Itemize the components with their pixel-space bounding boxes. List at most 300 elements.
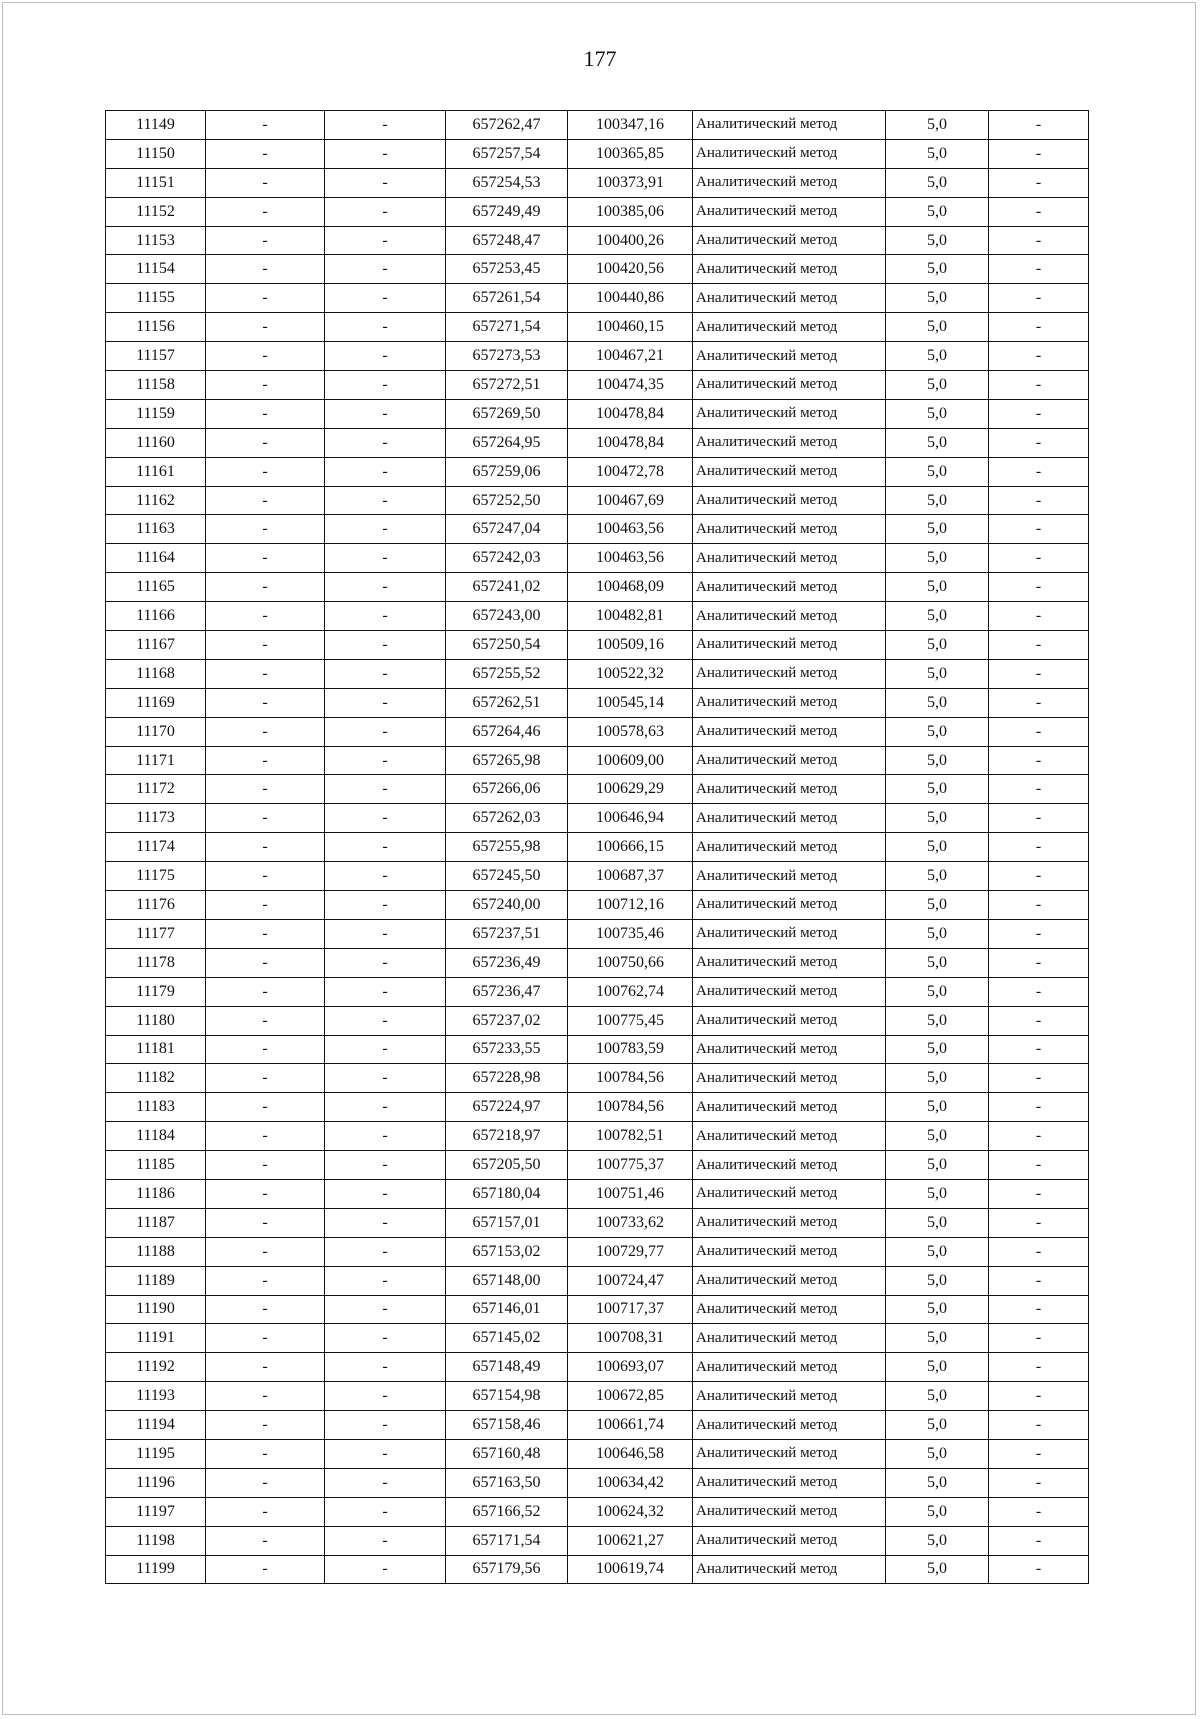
col2-cell: - [206, 891, 325, 920]
y-coordinate-cell: 100474,35 [568, 371, 693, 400]
x-coordinate-cell: 657171,54 [446, 1526, 568, 1555]
table-row [106, 977, 1089, 1006]
method-cell: Аналитический метод [693, 1324, 886, 1353]
x-coordinate-cell: 657241,02 [446, 573, 568, 602]
col8-cell: - [989, 746, 1089, 775]
accuracy-cell: 5,0 [886, 833, 989, 862]
y-coordinate-cell: 100482,81 [568, 602, 693, 631]
col3-cell: - [325, 1122, 446, 1151]
col3-cell: - [325, 168, 446, 197]
x-coordinate-cell: 657259,06 [446, 457, 568, 486]
accuracy-cell: 5,0 [886, 862, 989, 891]
col8-cell: - [989, 515, 1089, 544]
method-cell: Аналитический метод [693, 775, 886, 804]
y-coordinate-cell: 100733,62 [568, 1208, 693, 1237]
table-row [106, 804, 1089, 833]
accuracy-cell: 5,0 [886, 544, 989, 573]
method-cell: Аналитический метод [693, 1295, 886, 1324]
x-coordinate-cell: 657163,50 [446, 1468, 568, 1497]
x-coordinate-cell: 657243,00 [446, 602, 568, 631]
accuracy-cell: 5,0 [886, 371, 989, 400]
col2-cell: - [206, 948, 325, 977]
table-row [106, 1526, 1089, 1555]
point-number-cell: 11196 [106, 1468, 206, 1497]
col3-cell: - [325, 544, 446, 573]
table-row [106, 746, 1089, 775]
y-coordinate-cell: 100478,84 [568, 428, 693, 457]
method-cell: Аналитический метод [693, 1208, 886, 1237]
point-number-cell: 11152 [106, 197, 206, 226]
x-coordinate-cell: 657257,54 [446, 139, 568, 168]
y-coordinate-cell: 100467,21 [568, 342, 693, 371]
method-cell: Аналитический метод [693, 862, 886, 891]
method-cell: Аналитический метод [693, 1468, 886, 1497]
y-coordinate-cell: 100522,32 [568, 659, 693, 688]
col2-cell: - [206, 1237, 325, 1266]
point-number-cell: 11176 [106, 891, 206, 920]
method-cell: Аналитический метод [693, 919, 886, 948]
col2-cell: - [206, 197, 325, 226]
col8-cell: - [989, 1064, 1089, 1093]
method-cell: Аналитический метод [693, 371, 886, 400]
table-row [106, 688, 1089, 717]
col3-cell: - [325, 688, 446, 717]
col3-cell: - [325, 659, 446, 688]
accuracy-cell: 5,0 [886, 457, 989, 486]
x-coordinate-cell: 657228,98 [446, 1064, 568, 1093]
accuracy-cell: 5,0 [886, 342, 989, 371]
col8-cell: - [989, 1468, 1089, 1497]
col3-cell: - [325, 1006, 446, 1035]
method-cell: Аналитический метод [693, 573, 886, 602]
y-coordinate-cell: 100365,85 [568, 139, 693, 168]
col2-cell: - [206, 284, 325, 313]
col3-cell: - [325, 602, 446, 631]
y-coordinate-cell: 100400,26 [568, 226, 693, 255]
col8-cell: - [989, 977, 1089, 1006]
y-coordinate-cell: 100509,16 [568, 631, 693, 660]
point-number-cell: 11151 [106, 168, 206, 197]
col8-cell: - [989, 255, 1089, 284]
point-number-cell: 11181 [106, 1035, 206, 1064]
accuracy-cell: 5,0 [886, 775, 989, 804]
point-number-cell: 11160 [106, 428, 206, 457]
accuracy-cell: 5,0 [886, 1295, 989, 1324]
x-coordinate-cell: 657249,49 [446, 197, 568, 226]
x-coordinate-cell: 657264,95 [446, 428, 568, 457]
col3-cell: - [325, 1179, 446, 1208]
table-row [106, 1439, 1089, 1468]
accuracy-cell: 5,0 [886, 573, 989, 602]
col8-cell: - [989, 919, 1089, 948]
table-row [106, 919, 1089, 948]
x-coordinate-cell: 657236,47 [446, 977, 568, 1006]
col8-cell: - [989, 111, 1089, 140]
method-cell: Аналитический метод [693, 1006, 886, 1035]
y-coordinate-cell: 100463,56 [568, 515, 693, 544]
col2-cell: - [206, 1526, 325, 1555]
col8-cell: - [989, 948, 1089, 977]
x-coordinate-cell: 657237,51 [446, 919, 568, 948]
col2-cell: - [206, 1151, 325, 1180]
col8-cell: - [989, 804, 1089, 833]
col2-cell: - [206, 1093, 325, 1122]
method-cell: Аналитический метод [693, 1093, 886, 1122]
accuracy-cell: 5,0 [886, 197, 989, 226]
col3-cell: - [325, 775, 446, 804]
point-number-cell: 11189 [106, 1266, 206, 1295]
col3-cell: - [325, 457, 446, 486]
accuracy-cell: 5,0 [886, 602, 989, 631]
col8-cell: - [989, 428, 1089, 457]
x-coordinate-cell: 657153,02 [446, 1237, 568, 1266]
col2-cell: - [206, 919, 325, 948]
table-row [106, 1035, 1089, 1064]
x-coordinate-cell: 657261,54 [446, 284, 568, 313]
col2-cell: - [206, 717, 325, 746]
method-cell: Аналитический метод [693, 1151, 886, 1180]
x-coordinate-cell: 657255,98 [446, 833, 568, 862]
point-number-cell: 11149 [106, 111, 206, 140]
y-coordinate-cell: 100347,16 [568, 111, 693, 140]
point-number-cell: 11162 [106, 486, 206, 515]
accuracy-cell: 5,0 [886, 688, 989, 717]
col3-cell: - [325, 486, 446, 515]
accuracy-cell: 5,0 [886, 919, 989, 948]
method-cell: Аналитический метод [693, 226, 886, 255]
y-coordinate-cell: 100420,56 [568, 255, 693, 284]
point-number-cell: 11153 [106, 226, 206, 255]
point-number-cell: 11197 [106, 1497, 206, 1526]
method-cell: Аналитический метод [693, 1353, 886, 1382]
col3-cell: - [325, 515, 446, 544]
point-number-cell: 11164 [106, 544, 206, 573]
method-cell: Аналитический метод [693, 486, 886, 515]
col8-cell: - [989, 1411, 1089, 1440]
col2-cell: - [206, 399, 325, 428]
x-coordinate-cell: 657240,00 [446, 891, 568, 920]
y-coordinate-cell: 100783,59 [568, 1035, 693, 1064]
point-number-cell: 11198 [106, 1526, 206, 1555]
y-coordinate-cell: 100672,85 [568, 1382, 693, 1411]
method-cell: Аналитический метод [693, 948, 886, 977]
method-cell: Аналитический метод [693, 891, 886, 920]
accuracy-cell: 5,0 [886, 1093, 989, 1122]
col3-cell: - [325, 197, 446, 226]
point-number-cell: 11158 [106, 371, 206, 400]
accuracy-cell: 5,0 [886, 1555, 989, 1584]
col3-cell: - [325, 862, 446, 891]
point-number-cell: 11193 [106, 1382, 206, 1411]
table-row [106, 313, 1089, 342]
table-row [106, 1468, 1089, 1497]
col3-cell: - [325, 1208, 446, 1237]
method-cell: Аналитический метод [693, 1382, 886, 1411]
point-number-cell: 11157 [106, 342, 206, 371]
col2-cell: - [206, 544, 325, 573]
point-number-cell: 11191 [106, 1324, 206, 1353]
accuracy-cell: 5,0 [886, 1151, 989, 1180]
col2-cell: - [206, 1295, 325, 1324]
col2-cell: - [206, 428, 325, 457]
method-cell: Аналитический метод [693, 428, 886, 457]
col2-cell: - [206, 602, 325, 631]
method-cell: Аналитический метод [693, 515, 886, 544]
col3-cell: - [325, 428, 446, 457]
col3-cell: - [325, 342, 446, 371]
col8-cell: - [989, 862, 1089, 891]
col8-cell: - [989, 891, 1089, 920]
y-coordinate-cell: 100634,42 [568, 1468, 693, 1497]
col3-cell: - [325, 1353, 446, 1382]
method-cell: Аналитический метод [693, 804, 886, 833]
point-number-cell: 11177 [106, 919, 206, 948]
col8-cell: - [989, 1526, 1089, 1555]
point-number-cell: 11170 [106, 717, 206, 746]
method-cell: Аналитический метод [693, 977, 886, 1006]
x-coordinate-cell: 657157,01 [446, 1208, 568, 1237]
table-row [106, 1151, 1089, 1180]
x-coordinate-cell: 657271,54 [446, 313, 568, 342]
col8-cell: - [989, 399, 1089, 428]
table-row [106, 255, 1089, 284]
x-coordinate-cell: 657262,03 [446, 804, 568, 833]
point-number-cell: 11184 [106, 1122, 206, 1151]
accuracy-cell: 5,0 [886, 111, 989, 140]
y-coordinate-cell: 100666,15 [568, 833, 693, 862]
table-body [106, 111, 1089, 1584]
col8-cell: - [989, 1295, 1089, 1324]
col3-cell: - [325, 1555, 446, 1584]
y-coordinate-cell: 100775,37 [568, 1151, 693, 1180]
col2-cell: - [206, 139, 325, 168]
col3-cell: - [325, 371, 446, 400]
col3-cell: - [325, 891, 446, 920]
col3-cell: - [325, 833, 446, 862]
x-coordinate-cell: 657158,46 [446, 1411, 568, 1440]
method-cell: Аналитический метод [693, 168, 886, 197]
y-coordinate-cell: 100478,84 [568, 399, 693, 428]
col3-cell: - [325, 948, 446, 977]
method-cell: Аналитический метод [693, 833, 886, 862]
table-row [106, 197, 1089, 226]
col8-cell: - [989, 1237, 1089, 1266]
col2-cell: - [206, 1382, 325, 1411]
point-number-cell: 11199 [106, 1555, 206, 1584]
method-cell: Аналитический метод [693, 139, 886, 168]
x-coordinate-cell: 657250,54 [446, 631, 568, 660]
point-number-cell: 11190 [106, 1295, 206, 1324]
col8-cell: - [989, 1439, 1089, 1468]
col8-cell: - [989, 1208, 1089, 1237]
table-row [106, 862, 1089, 891]
point-number-cell: 11154 [106, 255, 206, 284]
x-coordinate-cell: 657264,46 [446, 717, 568, 746]
y-coordinate-cell: 100440,86 [568, 284, 693, 313]
accuracy-cell: 5,0 [886, 1006, 989, 1035]
table-row [106, 573, 1089, 602]
method-cell: Аналитический метод [693, 602, 886, 631]
table-row [106, 833, 1089, 862]
col2-cell: - [206, 1324, 325, 1353]
col3-cell: - [325, 1295, 446, 1324]
accuracy-cell: 5,0 [886, 1179, 989, 1208]
accuracy-cell: 5,0 [886, 1468, 989, 1497]
col3-cell: - [325, 111, 446, 140]
method-cell: Аналитический метод [693, 688, 886, 717]
y-coordinate-cell: 100545,14 [568, 688, 693, 717]
col3-cell: - [325, 977, 446, 1006]
col3-cell: - [325, 1497, 446, 1526]
table-row [106, 371, 1089, 400]
accuracy-cell: 5,0 [886, 804, 989, 833]
table-row [106, 1006, 1089, 1035]
col8-cell: - [989, 1093, 1089, 1122]
x-coordinate-cell: 657265,98 [446, 746, 568, 775]
table-row [106, 111, 1089, 140]
col8-cell: - [989, 342, 1089, 371]
accuracy-cell: 5,0 [886, 659, 989, 688]
col3-cell: - [325, 313, 446, 342]
col2-cell: - [206, 457, 325, 486]
col2-cell: - [206, 342, 325, 371]
method-cell: Аналитический метод [693, 1411, 886, 1440]
y-coordinate-cell: 100687,37 [568, 862, 693, 891]
point-number-cell: 11173 [106, 804, 206, 833]
x-coordinate-cell: 657248,47 [446, 226, 568, 255]
col8-cell: - [989, 1266, 1089, 1295]
table-row [106, 428, 1089, 457]
col3-cell: - [325, 1468, 446, 1497]
accuracy-cell: 5,0 [886, 428, 989, 457]
accuracy-cell: 5,0 [886, 891, 989, 920]
col3-cell: - [325, 573, 446, 602]
point-number-cell: 11159 [106, 399, 206, 428]
col8-cell: - [989, 659, 1089, 688]
x-coordinate-cell: 657266,06 [446, 775, 568, 804]
table-row [106, 1208, 1089, 1237]
point-number-cell: 11185 [106, 1151, 206, 1180]
col2-cell: - [206, 1468, 325, 1497]
accuracy-cell: 5,0 [886, 1122, 989, 1151]
col3-cell: - [325, 1382, 446, 1411]
col8-cell: - [989, 1382, 1089, 1411]
col2-cell: - [206, 1064, 325, 1093]
table-row [106, 948, 1089, 977]
col8-cell: - [989, 631, 1089, 660]
col8-cell: - [989, 457, 1089, 486]
col8-cell: - [989, 602, 1089, 631]
method-cell: Аналитический метод [693, 342, 886, 371]
col2-cell: - [206, 977, 325, 1006]
x-coordinate-cell: 657145,02 [446, 1324, 568, 1353]
col3-cell: - [325, 1035, 446, 1064]
method-cell: Аналитический метод [693, 1122, 886, 1151]
table-row [106, 226, 1089, 255]
table-row [106, 1237, 1089, 1266]
col2-cell: - [206, 1006, 325, 1035]
col2-cell: - [206, 1411, 325, 1440]
coordinates-table [105, 110, 1089, 1584]
col3-cell: - [325, 804, 446, 833]
x-coordinate-cell: 657148,49 [446, 1353, 568, 1382]
point-number-cell: 11165 [106, 573, 206, 602]
col2-cell: - [206, 1555, 325, 1584]
col3-cell: - [325, 284, 446, 313]
y-coordinate-cell: 100708,31 [568, 1324, 693, 1353]
col2-cell: - [206, 168, 325, 197]
point-number-cell: 11182 [106, 1064, 206, 1093]
y-coordinate-cell: 100468,09 [568, 573, 693, 602]
table-row [106, 1382, 1089, 1411]
col3-cell: - [325, 1151, 446, 1180]
y-coordinate-cell: 100717,37 [568, 1295, 693, 1324]
table-row [106, 168, 1089, 197]
accuracy-cell: 5,0 [886, 226, 989, 255]
accuracy-cell: 5,0 [886, 1439, 989, 1468]
y-coordinate-cell: 100629,29 [568, 775, 693, 804]
point-number-cell: 11175 [106, 862, 206, 891]
y-coordinate-cell: 100712,16 [568, 891, 693, 920]
method-cell: Аналитический метод [693, 1497, 886, 1526]
accuracy-cell: 5,0 [886, 1208, 989, 1237]
point-number-cell: 11186 [106, 1179, 206, 1208]
x-coordinate-cell: 657154,98 [446, 1382, 568, 1411]
accuracy-cell: 5,0 [886, 1353, 989, 1382]
col8-cell: - [989, 717, 1089, 746]
method-cell: Аналитический метод [693, 746, 886, 775]
accuracy-cell: 5,0 [886, 1411, 989, 1440]
method-cell: Аналитический метод [693, 1064, 886, 1093]
y-coordinate-cell: 100373,91 [568, 168, 693, 197]
x-coordinate-cell: 657252,50 [446, 486, 568, 515]
point-number-cell: 11156 [106, 313, 206, 342]
col2-cell: - [206, 833, 325, 862]
method-cell: Аналитический метод [693, 197, 886, 226]
table-row [106, 717, 1089, 746]
col8-cell: - [989, 1035, 1089, 1064]
accuracy-cell: 5,0 [886, 717, 989, 746]
table-row [106, 399, 1089, 428]
point-number-cell: 11195 [106, 1439, 206, 1468]
accuracy-cell: 5,0 [886, 1064, 989, 1093]
table-row [106, 515, 1089, 544]
col2-cell: - [206, 659, 325, 688]
accuracy-cell: 5,0 [886, 255, 989, 284]
accuracy-cell: 5,0 [886, 1035, 989, 1064]
accuracy-cell: 5,0 [886, 977, 989, 1006]
y-coordinate-cell: 100693,07 [568, 1353, 693, 1382]
method-cell: Аналитический метод [693, 1555, 886, 1584]
col2-cell: - [206, 1266, 325, 1295]
col8-cell: - [989, 313, 1089, 342]
accuracy-cell: 5,0 [886, 1497, 989, 1526]
x-coordinate-cell: 657262,51 [446, 688, 568, 717]
col8-cell: - [989, 1151, 1089, 1180]
table-row [106, 1122, 1089, 1151]
x-coordinate-cell: 657146,01 [446, 1295, 568, 1324]
point-number-cell: 11183 [106, 1093, 206, 1122]
table-row [106, 486, 1089, 515]
col3-cell: - [325, 1526, 446, 1555]
col3-cell: - [325, 399, 446, 428]
method-cell: Аналитический метод [693, 111, 886, 140]
col3-cell: - [325, 1439, 446, 1468]
col2-cell: - [206, 226, 325, 255]
point-number-cell: 11172 [106, 775, 206, 804]
x-coordinate-cell: 657224,97 [446, 1093, 568, 1122]
col3-cell: - [325, 255, 446, 284]
